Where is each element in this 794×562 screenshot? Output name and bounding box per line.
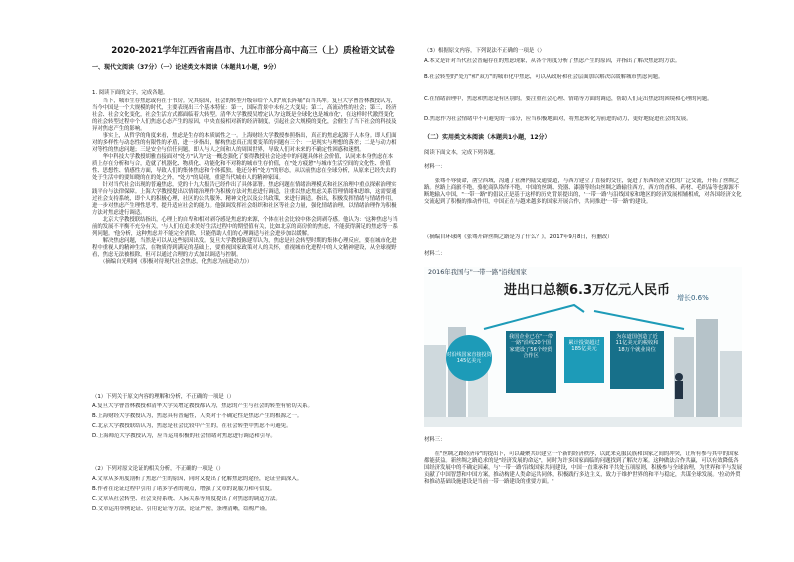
q3-option-a[interactable]: A.本文是针对当代社会普遍存在的焦虑现象，从各个角度分析了焦虑产生的原因，并指出了解决焦虑的方法。 (424, 58, 681, 64)
material1-text: 张骞不辱使命，凿空西域，沟通了亚洲内陆交通要道，与西方建立了直接的交往，促进了东西经济文化的广泛交流，开拓了丝绸之路。丝路上商旅不绝，骆驼商队络绎不绝，中国的丝绸、瓷器、漆器等经由丝绸之路输往西方，西方的香料、药材、毛织品等也源源不断地输入中国，"一带一路"的倡议正是基于这样的历史背景提出的，'一带一路'与沿线国家和地区的经济发展相辅相成，对各国经济文化交流起到了积极的推动作用，中国正在与越来越多的国家开展合作，共同推进'一带一路'的建设。 (424, 178, 742, 205)
q2-heading: （2）下列对原文论证的相关分析，不正确的一项是（） (92, 466, 224, 472)
section1-heading: 一、现代文阅读（37分）（一）论述类文本阅读（本题共1小题，9分） (92, 64, 280, 71)
material1-source: （摘编自环球网《张骞开辟丝绸之路是为了什么？》，2017年9月8日，有删改） (424, 234, 613, 240)
q2-option-b[interactable]: B.作者在论证过程中引用了诸多学者的观点，增强了文章的说服力和可信度。 (92, 486, 276, 492)
info-box-tax-jobs: 为东道国创造了近11亿美元的税收和18万个就业岗位 (610, 331, 664, 389)
infographic-growth: 增长0.6% (677, 294, 709, 302)
paragraph: 北京大学教授联结指出，心理上的自卑和相对剥夺感是焦虑的来源，个体在社会比较中体会到剥夺感。他认为：'这种焦虑与当前的发展不平衡不充分有关，'与人们在追求美好生活过程中的期望值有关，比如北京的高房价的焦虑，不能获得满足的焦虑等一系列问题。'他分析，这种焦虑并不能完全消除，只能借助人们的心理调适与社会进步加以缓解。 (92, 217, 398, 237)
q1-option-d[interactable]: D.上海师范大学教授认为，应当运用积极的社会情绪对焦虑进行调适和引导。 (92, 433, 276, 439)
q3-option-c[interactable]: C.在情绪治理中，焦虑和焦虑是有区别的，要注重社会心理、情绪等方面的调适，帮助人们走出焦虑的困境和心理的问题。 (424, 96, 713, 102)
material2-label: 材料二： (424, 251, 446, 257)
infographic (424, 267, 742, 427)
source-note: （摘编自光明网《积极对待现代社会焦虑，化焦虑为前进动力》） (92, 259, 253, 265)
q2-option-a[interactable]: A.文章从多角度剖析了焦虑产生的原因，同时又提出了化解焦虑的途径，论证全面深入。 (92, 476, 303, 482)
infographic-headline: 进出口总额6.3万亿元人民币 (504, 283, 671, 298)
q3-option-d[interactable]: D.焦虑作为社会情绪中不可避免的一部分，应当积极地面对，将焦虑转化为前进的动力，更好地促进社会的发展。 (424, 116, 692, 122)
paragraph: 当下，城市生存焦虑或有在于书房。究其原因，社会的转型升级带给个人的"成长阵痛"首当其冲。复旦大学曹晋林教授认为，当今中国是一个大规模的时代，主要表现出三个基本特征：第一，国际背景中未有之大变局；第二，高流动性的社会；第三，经济社会、社会文化变化，社会生活方式都面临着大转型。清华大学教授吴增定认为'这既是全球化也是城市化'，在这样时代激烈变化的社会转型过程中个人们焦虑心态产生的原因，中央直接相对新的经济制度，引起社会大规模的变化，会催生了当下社会的科技及异对焦虑产生的影响。 (92, 98, 397, 132)
q1-heading: （1）下列关于原文内容的理解和分析，不正确的一项是（） (92, 394, 235, 400)
q3-heading: （3）根据原文内容，下列说法不正确的一项是（） (424, 48, 545, 54)
material3-label: 材料三： (424, 437, 446, 443)
article-body (92, 98, 398, 370)
q1-option-c[interactable]: C.北京大学教授联结认为，焦虑是社会比较中产生的，在社会转型中焦虑不可避免。 (92, 423, 292, 429)
paragraph: 针对当代社会出现的普遍焦虑，党的十九大报告已经作出了具体部署。焦虑问题在情绪治理模式和社区治理中重点探索治理实践平台与法律保障。上海大学教授提出以情绪治理作为积极方法对焦虑进行调适，注重以焦虑焦虑关系管理情绪和思维，这需要通过社会支持系统，即个人的积极心理，社区的公共服务、精神文化以及公共政策，来进行调适。指出，积极发挥情绪与情绪作用，进一步对焦虑产生理性思考，提升适应社会的能力。他强调发挥社会组织和社区等社会力量，强化情绪治理，以情绪治理作为积极方法对焦虑进行调适。 (92, 182, 397, 216)
q1-option-a[interactable]: A.复旦大学曹晋林教授和清华大学吴增定教授都认为，焦虑的产生与社会的转型有密切关系。 (92, 403, 313, 409)
question-instruction: 1. 阅读下面的文字，完成各题。 (92, 90, 169, 96)
read-instruction: 阅读下面文本，完成下列各题。 (424, 150, 499, 156)
paragraph: 解决焦虑问题，当然是可以从这些原因出发。复旦大学教授陈建军认为，焦虑是社会转型时期的集体心理反应，要在城市化进程中重视人的精神生活，在物质得到满足的基础上，要重视国家政策对人的关怀，重视城市化进程中的人文精神建设，从全球视野看，焦虑无法被根除，但可以通过合理的方式加以调适与控制。 (92, 238, 397, 258)
section2-heading: （二）实用类文本阅读（本题共1小题，12分） (424, 134, 551, 141)
q2-option-c[interactable]: C.文章从社会转型、社会支持系统、人际关系等角度提出了对焦虑的调适方法。 (92, 496, 281, 502)
q3-option-b[interactable]: B.社会转型的"处方"和"双方"的城市化中焦虑，可以从政府和社会层面加以解决以缓解城市焦虑问题。 (424, 74, 664, 80)
info-box-investment: 对沿线国家直接投资145亿美元 (446, 335, 492, 381)
paragraph: 华中科技大学教授胡雅直接面对"处方"认为"这一概念强化了要得教授社会论述中的问题具体社会价值，认同来本身焦虑在本质上存在分析和与合，造就了机器化、物质化、功能化和不对称的城市生存价值，在"处方疲惫"与城市生活空间的文化性、价值性、思想性、情感性方面，导致人们的集体焦虑和个体孤独。他还分析"处方"的形态，从以前焦虑在全球分析，从原来已经失去的处于生活中的要知晓的在的处之外，"处方"的局现，重建当代城市人的精神家园。 (92, 154, 396, 181)
q2-option-d[interactable]: D.文章运用举例论证、引用论证等方法，论证严密，条理清晰，结构严谨。 (92, 506, 271, 512)
material1-label: 材料一： (424, 164, 446, 170)
paragraph: 事实上，从哲学的角度来看，焦虑是生存的本质属性之一。上海财经大学教授参照指出，真正的焦虑起源于人本身。即人们面对的多样性与动态性的有限性的矛盾，进一步指出，解构焦虑真正需要变革的问题有三个：一是现实与理想的落差；二是与动力相对等性的焦虑问题；三是安全与信任问题，即人与人之间和人的周围世界，导致人们对未来的不确定性困惑和迷惘。 (92, 133, 397, 153)
material3-text: 在"丝绸之路经济带"的提出下，可以凝聚共识建立一个新的经济秩序，以此来克服民族和国家之间的冲突，让所有参与其中的国家都能获益。新丝绸之路追求的是"经济发展的命运"，同时为许多国家面临的问题找到了解决方案。这种做法合作共赢，可以有效降低各国经济发展中的不确定因素，与'一带一路'沿线国家共同建设，中国一直秉承和平共处五项原则，积极参与全球治理，为世界和平与发展贡献了中国智慧和中国方案，推动构建人类命运共同体，积极践行多边主义，致力于维护世界的和平与稳定，共谋全球发展。'拉动外贸和推动基础设施建设是当前一带一路建设的重要方面。' (424, 451, 742, 485)
info-box-total-investment: 累计投资超过185亿美元 (564, 337, 604, 383)
q1-option-b[interactable]: B.上海财经大学教授认为，焦虑具有普遍性，人类对于不确定性是焦虑产生的根源之一。 (92, 413, 303, 419)
exam-title: 2020-2021学年江西省南昌市、九江市部分高中高三（上）质检语文试卷 (111, 46, 395, 56)
infographic-top-text: 2016年我国与"一带一路"沿线国家 (428, 268, 527, 276)
info-box-trade-zones: 我国企业已在"一带一路"沿线20个国家建设了56个经贸合作区 (506, 331, 556, 393)
